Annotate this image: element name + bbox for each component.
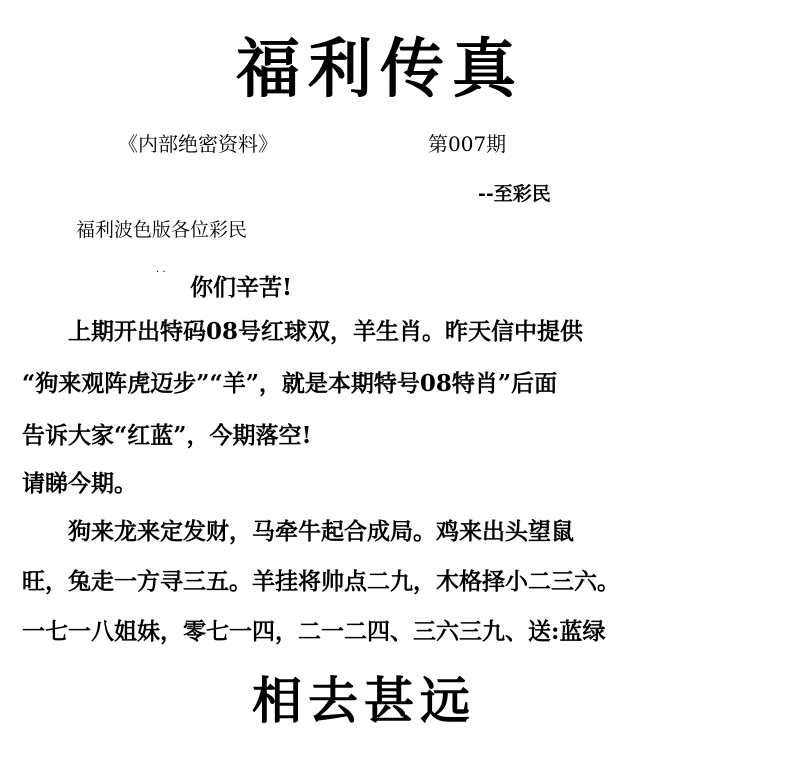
body-line-2: “狗来观阵虎迈步”“羊”，就是本期特号08特肖”后面 [22,370,558,397]
body-line-5: 狗来龙来定发财，马牵牛起合成局。鸡来出头望鼠 [22,518,574,545]
document-subtitle: 《内部绝密资料》 [118,132,278,156]
issue-number: 第007期 [428,132,507,156]
footer-slogan: 相去甚远 [252,671,476,730]
body-line-1: 上期开出特码08号红球双，羊生肖。昨天信中提供 [22,318,584,345]
body-line-3: 告诉大家“红蓝”，今期落空! [22,422,312,449]
sender-line: --至彩民 [478,183,551,205]
addressee-line: 福利波色版各位彩民 [76,219,248,241]
decorative-dots: · · [156,267,166,278]
body-line-6: 旺，兔走一方寻三五。羊挂将帅点二九，木格择小二三六。 [22,568,620,595]
document-title: 福利传真 [236,32,524,107]
greeting-line: 你们辛苦! [190,274,293,301]
body-line-7: 一七一八姐妹，零七一四，二一二四、三六三九、送:蓝绿 [22,618,606,645]
body-line-4: 请睇今期。 [22,470,137,497]
